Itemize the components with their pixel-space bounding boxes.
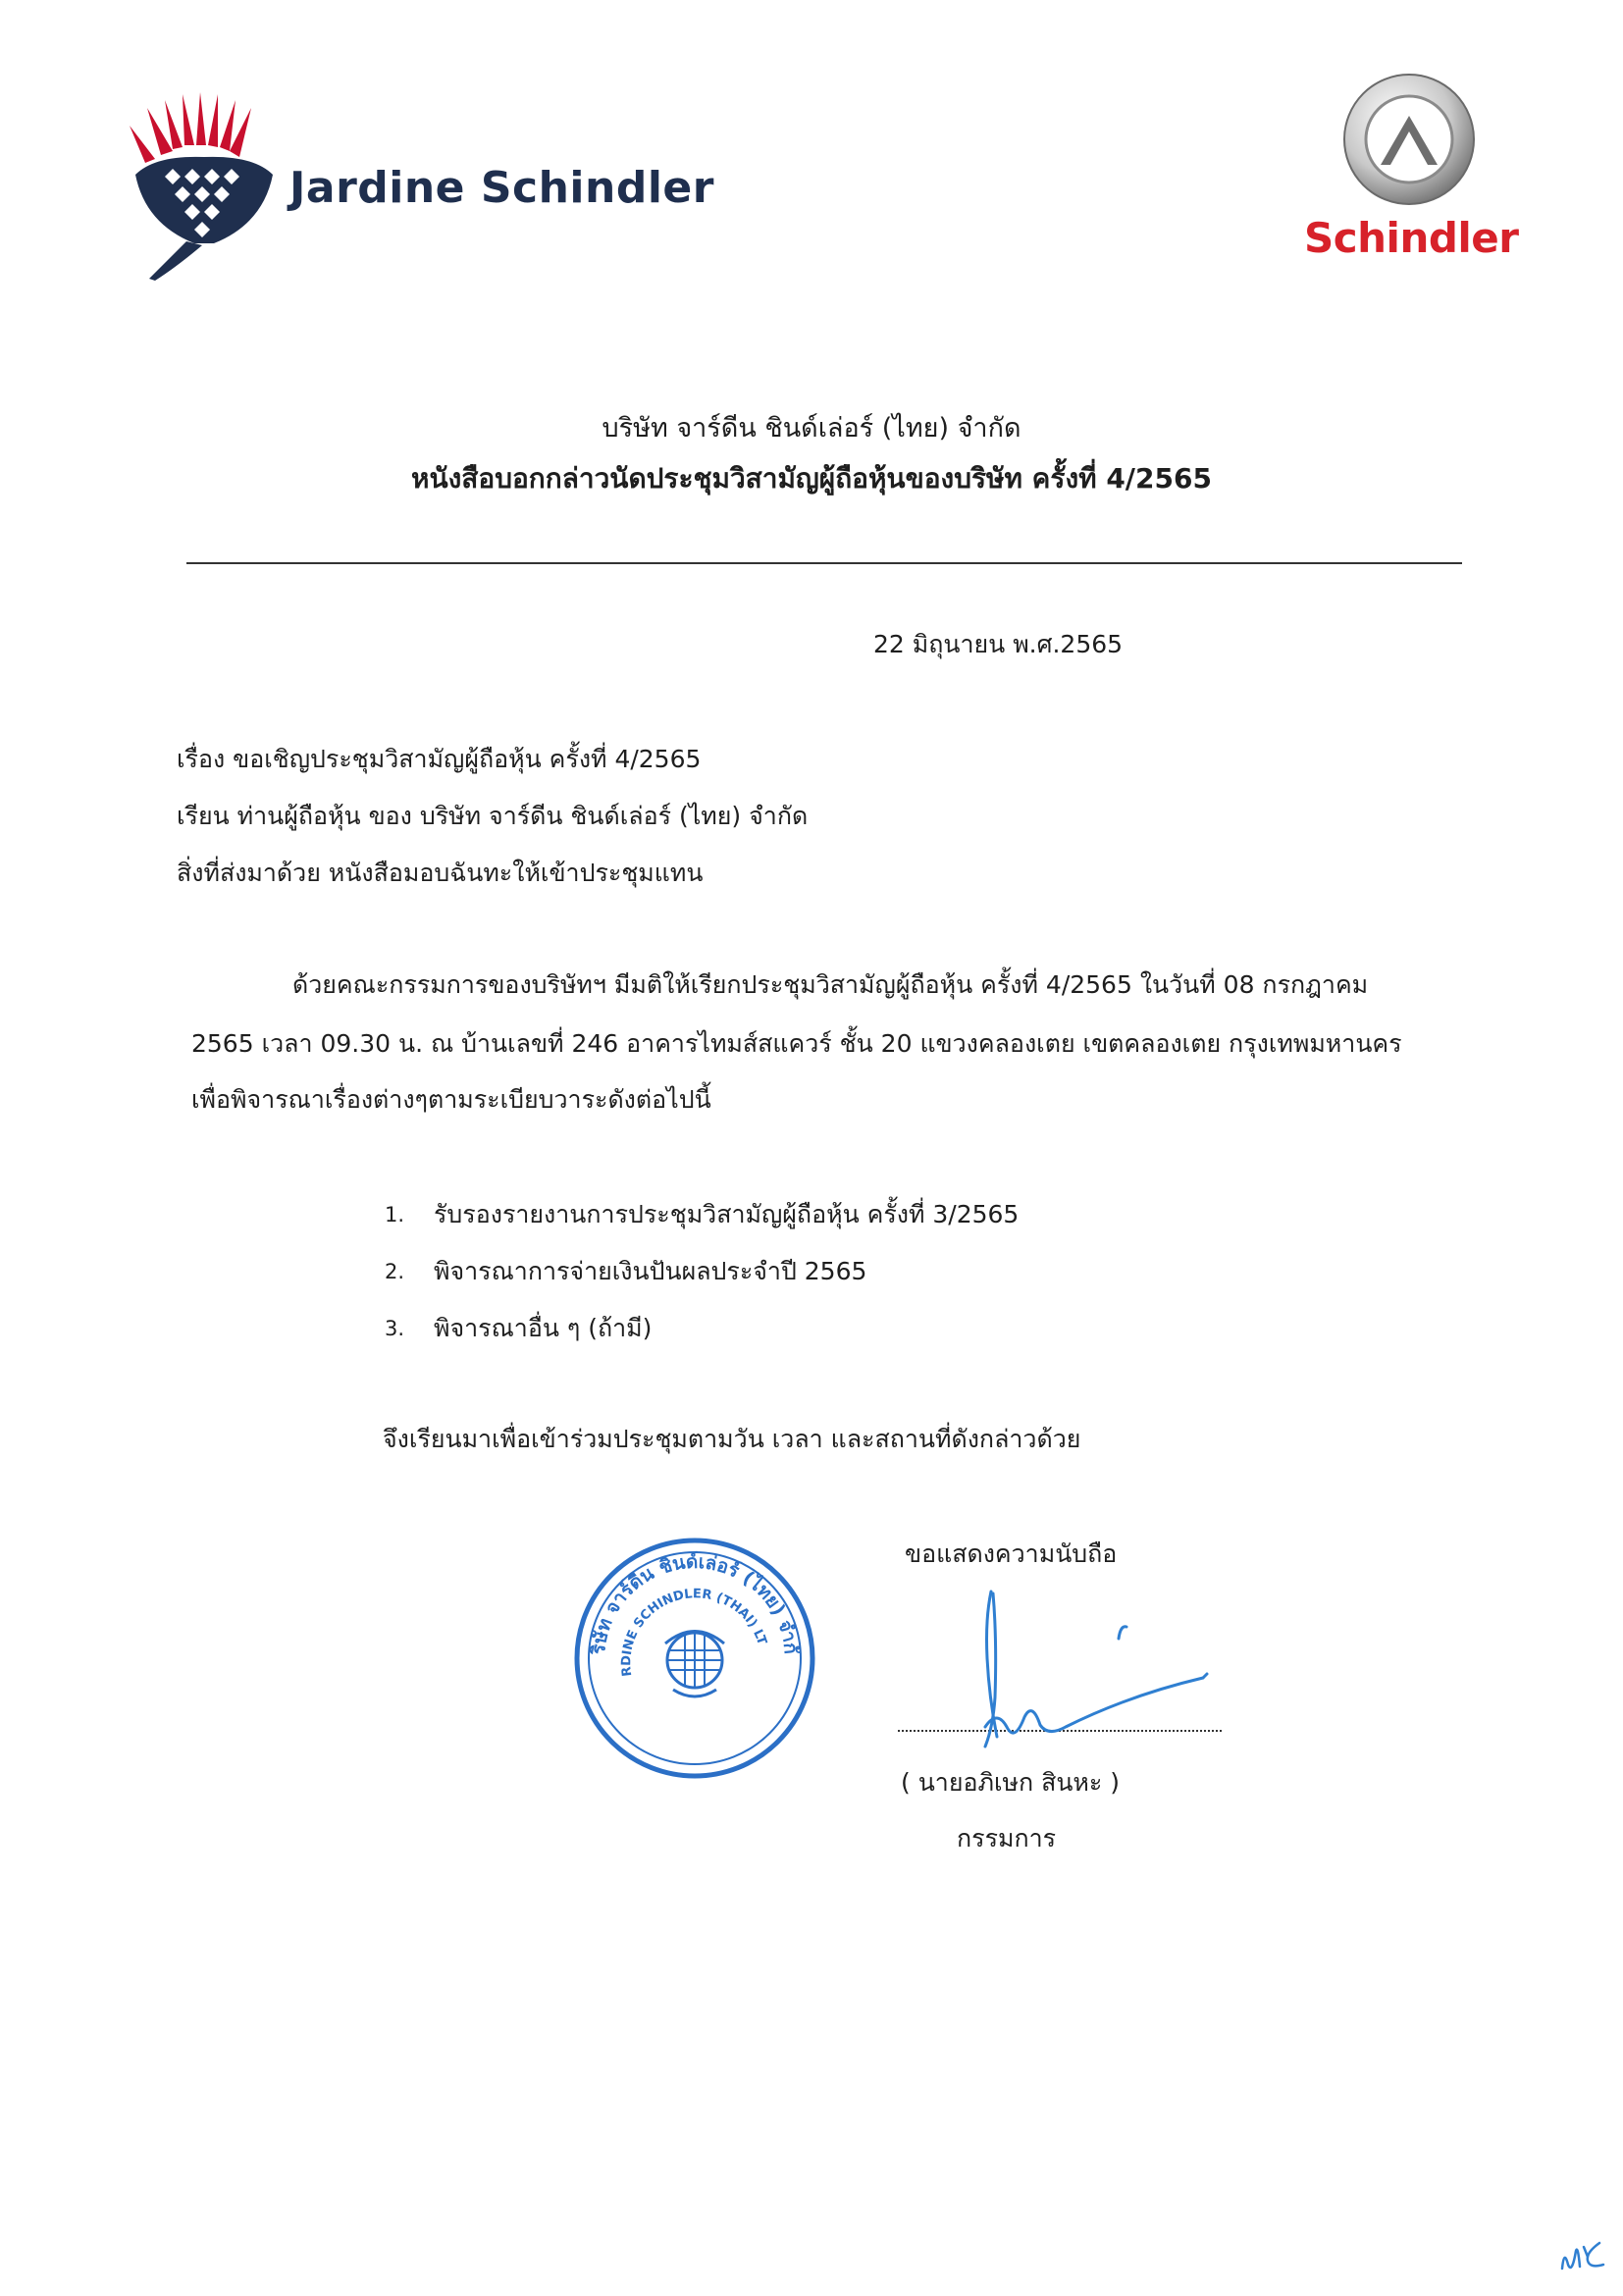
company-seal-stamp-icon [567,1531,822,1786]
seal-outer-text: ริษัท จาร์ดีน ชินด์เล่อร์ (ไทย) จำกั [587,1550,803,1656]
body-line-2: 2565 เวลา 09.30 น. ณ บ้านเลขที่ 246 อาคารไทมส์สแควร์ ชั้น 20 แขวงคลองเตย เขตคลองเตย กรุงเทพมหานคร [191,1029,1402,1058]
agenda-item: รับรองรายงานการประชุมวิสามัญผู้ถือหุ้น ครั้งที่ 3/2565 [434,1200,1020,1228]
notice-title: หนังสือบอกกล่าวนัดประชุมวิสามัญผู้ถือหุ้นของบริษัท ครั้งที่ 4/2565 [411,462,1212,495]
handwritten-signature [971,1580,1227,1776]
jardine-schindler-logo [126,86,714,283]
enclosure-line: สิ่งที่ส่งมาด้วย หนังสือมอบฉันทะให้เข้าประชุมแทน [177,859,704,887]
initials-icon [1558,2235,1607,2274]
company-title: บริษัท จาร์ดีน ชินด์เล่อร์ (ไทย) จำกัด [602,413,1021,444]
schindler-emblem-icon [1335,71,1483,208]
signature-icon [971,1580,1227,1776]
regards-line: ขอแสดงความนับถือ [905,1539,1118,1568]
recipient-line: เรียน ท่านผู้ถือหุ้น ของ บริษัท จาร์ดีน ชินด์เล่อร์ (ไทย) จำกัด [177,802,809,830]
jardine-schindler-wordmark: Jardine Schindler [289,163,714,213]
agenda-item-number: 3. [385,1317,405,1340]
agenda-item: พิจารณาอื่น ๆ (ถ้ามี) [434,1314,653,1342]
body-line-1: ด้วยคณะกรรมการของบริษัทฯ มีมติให้เรียกประชุมวิสามัญผู้ถือหุ้น ครั้งที่ 4/2565 ในวันที่ 08 กรกฎาคม [292,970,1369,999]
agenda-item-number: 1. [385,1203,405,1226]
schindler-logo [1300,71,1555,277]
signer-name: ( นายอภิเษก สินหะ ) [901,1768,1121,1797]
body-line-3: เพื่อพิจารณาเรื่องต่างๆตามระเบียบวาระดังต่อไปนี้ [191,1085,711,1114]
thistle-icon [126,86,283,283]
agenda-item-number: 2. [385,1260,405,1283]
signer-position: กรรมการ [957,1824,1057,1852]
subject-line: เรื่อง ขอเชิญประชุมวิสามัญผู้ถือหุ้น ครั้งที่ 4/2565 [177,745,702,773]
closing-line: จึงเรียนมาเพื่อเข้าร่วมประชุมตามวัน เวลา และสถานที่ดังกล่าวด้วย [383,1425,1081,1453]
company-seal [567,1531,822,1786]
seal-inner-text: RDINE SCHINDLER (THAI) LT [619,1587,769,1678]
agenda-item: พิจารณาการจ่ายเงินปันผลประจำปี 2565 [434,1257,867,1285]
title-divider [186,562,1462,564]
letter-date: 22 มิถุนายน พ.ศ.2565 [873,630,1124,658]
handwritten-initials [1558,2235,1607,2274]
schindler-wordmark: Schindler [1304,214,1519,262]
